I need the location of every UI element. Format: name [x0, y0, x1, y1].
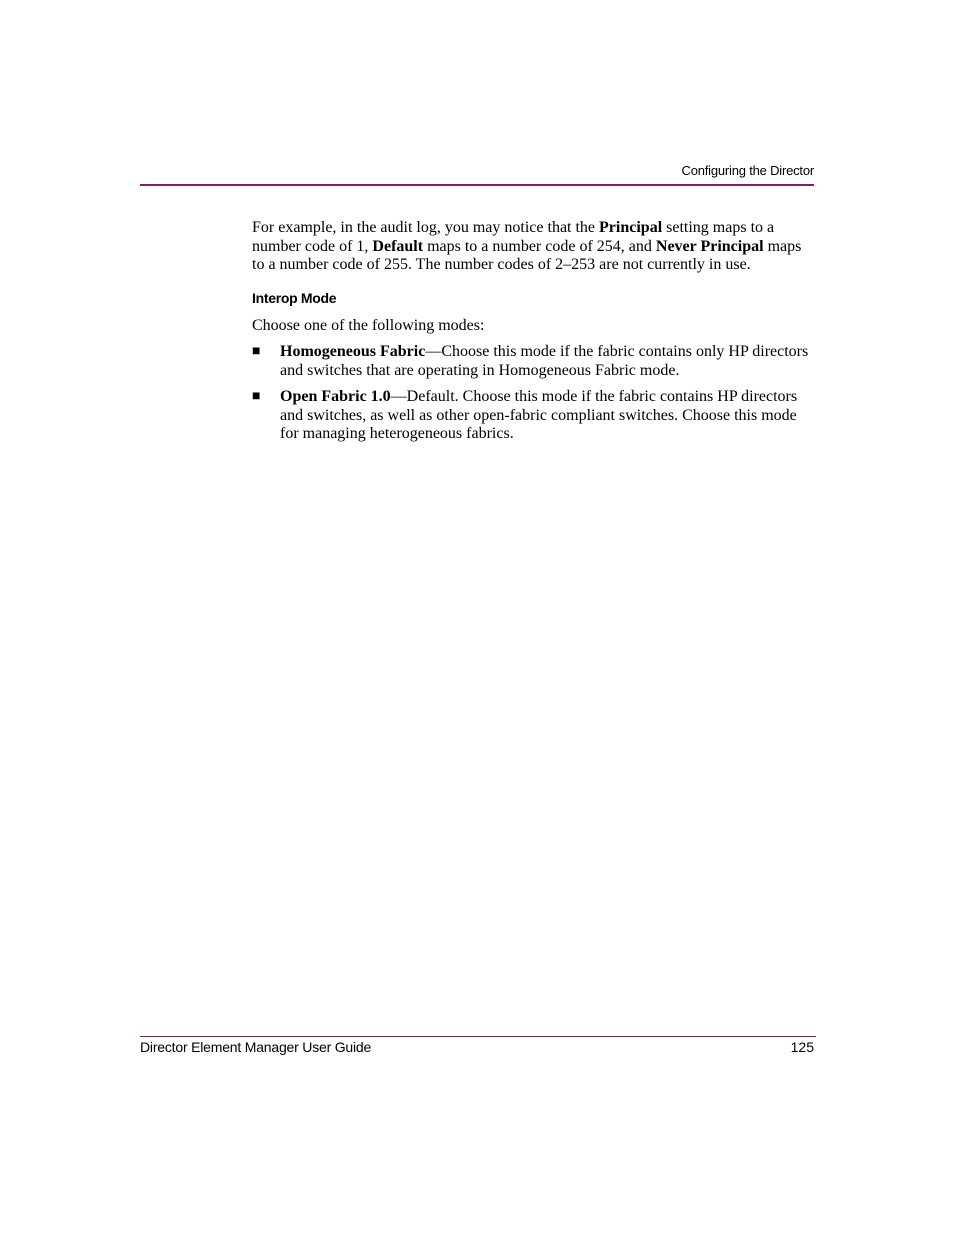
term-default: Default [372, 237, 424, 255]
list-item [252, 343, 814, 380]
square-bullet-icon: ■ [252, 389, 261, 404]
footer-rule [140, 1036, 816, 1037]
bullet-term: Open Fabric 1.0 [280, 388, 391, 405]
intro-paragraph [252, 219, 814, 275]
mode-list [252, 343, 814, 444]
running-header: Configuring the Director [681, 163, 814, 178]
page-content [252, 219, 814, 452]
intro-text-4: maps to a number code of 255. The number codes of 2–253 are not currently in use. [252, 237, 802, 273]
intro-text-3: maps to a number code of 254, and [423, 237, 656, 255]
page-number: 125 [790, 1039, 814, 1055]
section-heading: Interop Mode [252, 289, 337, 306]
list-item [252, 388, 814, 444]
term-principal: Principal [599, 219, 663, 236]
footer-doc-title: Director Element Manager User Guide [140, 1039, 372, 1055]
term-never-principal: Never Principal [655, 237, 764, 255]
intro-text-1: For example, in the audit log, you may notice that the [252, 219, 600, 236]
bullet-description: —Default. Choose this mode if the fabric contains HP directors and switches, as well as other open-fabric compliant switches. Choose this mode for managing heterogeneous fabrics. [280, 388, 798, 442]
square-bullet-icon: ■ [252, 344, 261, 359]
header-rule [140, 184, 814, 186]
bullet-description: —Choose this mode if the fabric contains only HP directors and switches that are operating in Homogeneous Fabric mode. [280, 343, 809, 379]
section-lead: Choose one of the following modes: [252, 316, 485, 334]
bullet-term: Homogeneous Fabric [280, 343, 426, 360]
intro-text-2: setting maps to a number code of 1, [252, 219, 775, 255]
